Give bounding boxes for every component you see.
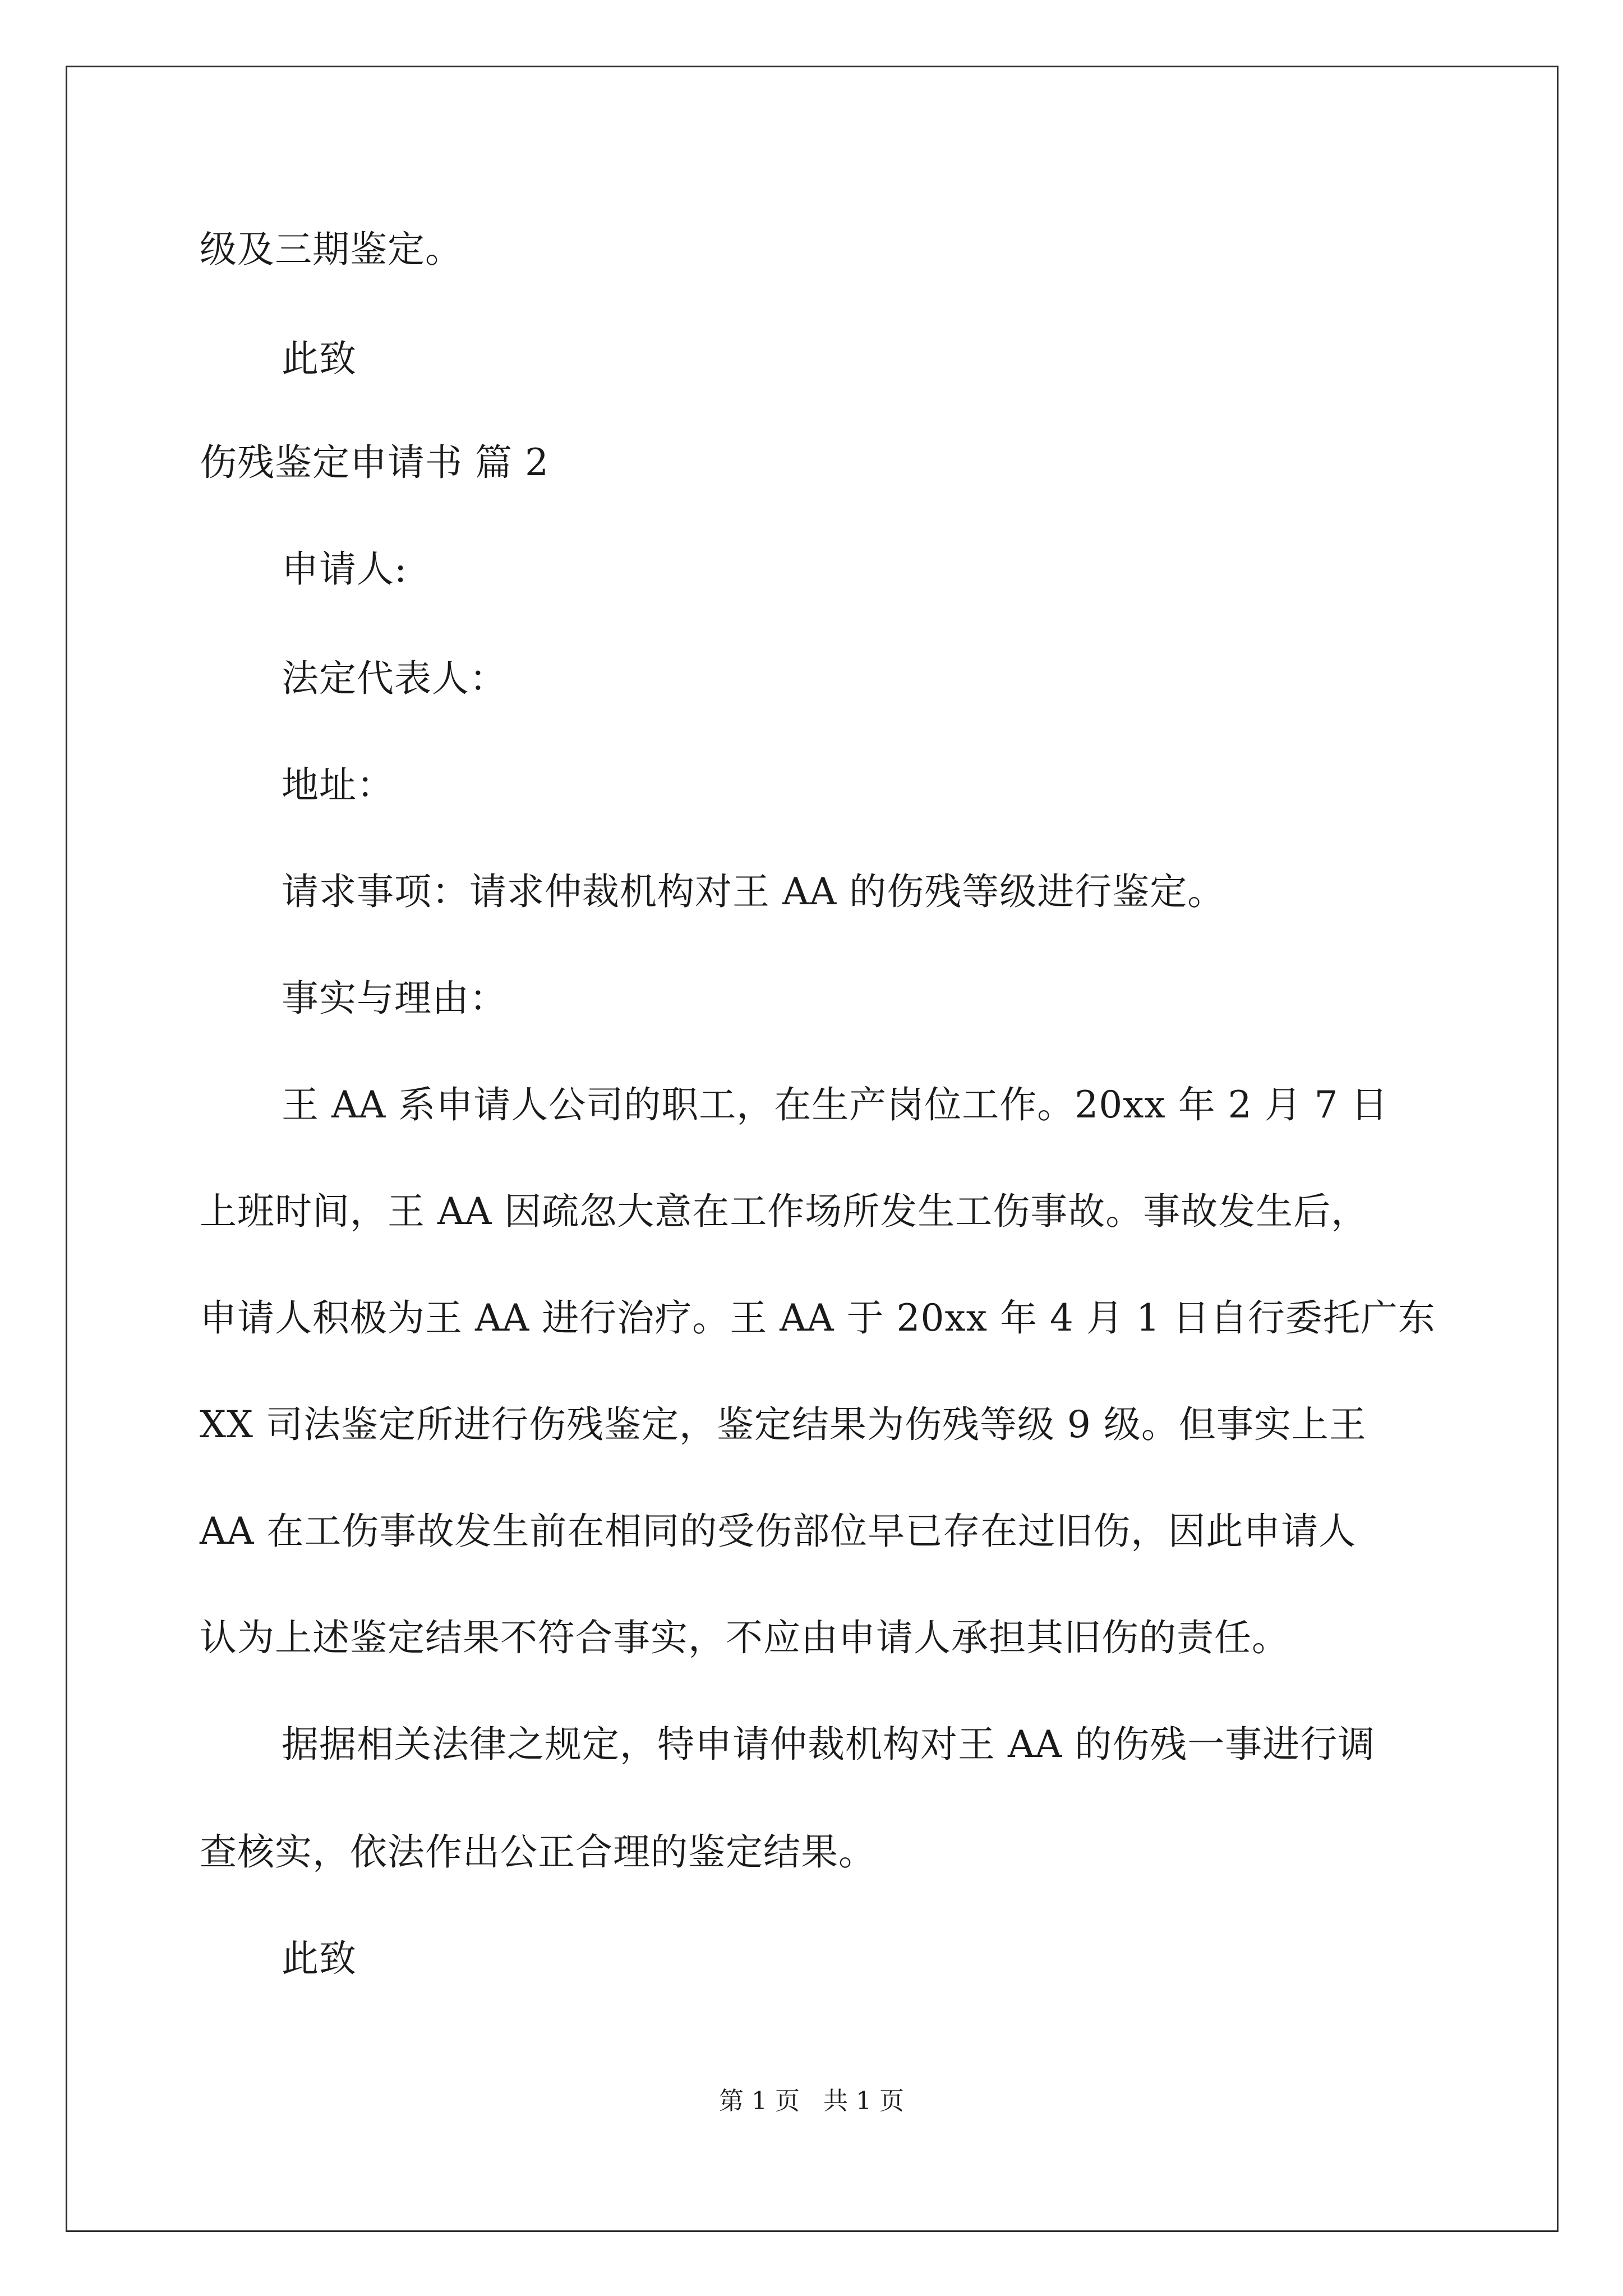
page-border (66, 66, 1559, 2232)
paragraph-line: AA 在工伤事故发生前在相同的受伤部位早已存在过旧伤，因此申请人 (200, 1510, 1357, 1553)
field-applicant: 申请人: (282, 547, 408, 591)
section-heading: 伤残鉴定申请书 篇 2 (200, 441, 549, 484)
paragraph-line: 据据相关法律之规定，特申请仲裁机构对王 AA 的伤残一事进行调 (282, 1723, 1376, 1766)
paragraph-line: XX 司法鉴定所进行伤残鉴定，鉴定结果为伤残等级 9 级。但事实上王 (200, 1403, 1367, 1446)
page-footer: 第 1 页 共 1 页 (719, 2087, 904, 2115)
paragraph-line: 级及三期鉴定。 (200, 228, 463, 271)
facts-heading: 事实与理由： (282, 977, 507, 1020)
paragraph-line: 上班时间，王 AA 因疏忽大意在工作场所发生工伤事故。事故发生后， (200, 1190, 1369, 1233)
request-items: 请求事项：请求仲裁机构对王 AA 的伤残等级进行鉴定。 (282, 870, 1225, 913)
field-legal-representative: 法定代表人： (282, 657, 507, 700)
field-address: 地址： (282, 763, 394, 807)
paragraph-line: 王 AA 系申请人公司的职工，在生产岗位工作。20xx 年 2 月 7 日 (282, 1083, 1389, 1126)
paragraph-line: 申请人积极为王 AA 进行治疗。王 AA 于 20xx 年 4 月 1 日自行委托广东 (200, 1296, 1436, 1340)
paragraph-line: 认为上述鉴定结果不符合事实，不应由申请人承担其旧伤的责任。 (200, 1616, 1289, 1659)
paragraph-line: 查核实，依法作出公正合理的鉴定结果。 (200, 1830, 876, 1874)
closing-salutation: 此致 (282, 337, 357, 380)
closing-salutation: 此致 (282, 1937, 357, 1980)
